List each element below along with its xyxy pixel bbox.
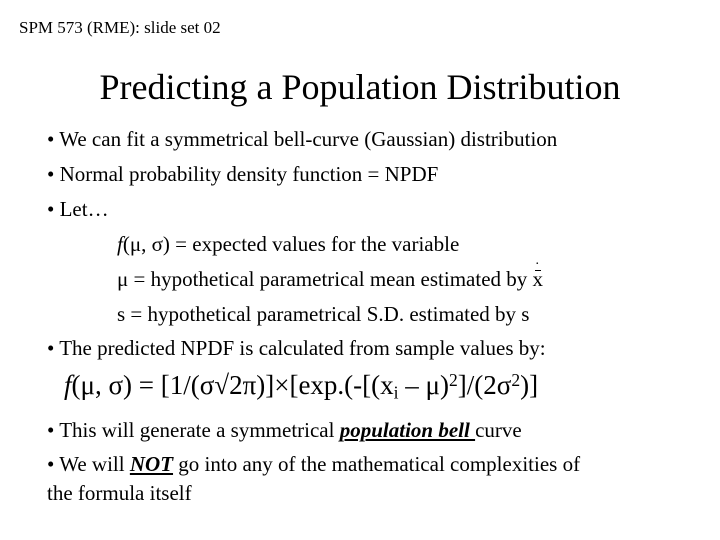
- definition-s: s = hypothetical parametrical S.D. estimated by s: [117, 302, 530, 326]
- formula-part4: )]: [520, 370, 539, 400]
- definition-f-text: (μ, σ) = expected values for the variable: [122, 232, 460, 256]
- definition-f: [117, 232, 459, 257]
- formula-sub-i: i: [393, 382, 399, 403]
- definition-mu-text: μ = hypothetical parametrical mean estimated by: [117, 267, 533, 291]
- bullet-bell-curve: [47, 418, 522, 443]
- bell-curve-suffix: curve: [475, 418, 522, 442]
- formula-part2: – μ): [398, 370, 449, 400]
- not-emphasis: NOT: [129, 452, 174, 476]
- bell-curve-prefix: • This will generate a symmetrical: [47, 418, 340, 442]
- bullet-gaussian: • We can fit a symmetrical bell-curve (Gaussian) distribution: [47, 127, 558, 151]
- npdf-formula: [64, 370, 538, 403]
- bullet-not-complexities: [47, 452, 580, 477]
- formula-part1: (μ, σ) = [1/(σ√2π)]×[exp.(-[(x: [71, 370, 394, 400]
- formula-part3: ]/(2σ: [457, 370, 512, 400]
- bullet-let: • Let…: [47, 197, 109, 221]
- not-suffix: go into any of the mathematical complexities of: [173, 452, 581, 476]
- not-prefix: • We will: [47, 452, 130, 476]
- formula-sup-2a: 2: [449, 370, 458, 391]
- bullet-npdf: • Normal probability density function = NPDF: [47, 162, 439, 186]
- x-bar-symbol: x .: [533, 267, 544, 292]
- formula-sup-2b: 2: [511, 370, 521, 391]
- slide-title: Predicting a Population Distribution: [99, 67, 621, 107]
- definition-f-symbol: f: [117, 232, 123, 256]
- bell-curve-emphasis: population bell: [339, 418, 476, 442]
- bullet-predicted-npdf: • The predicted NPDF is calculated from sample values by:: [47, 336, 546, 360]
- slide-header: SPM 573 (RME): slide set 02: [19, 18, 221, 37]
- formula-f: f: [64, 370, 72, 400]
- definition-mu: [117, 267, 543, 292]
- formula-itself-line: the formula itself: [47, 481, 192, 505]
